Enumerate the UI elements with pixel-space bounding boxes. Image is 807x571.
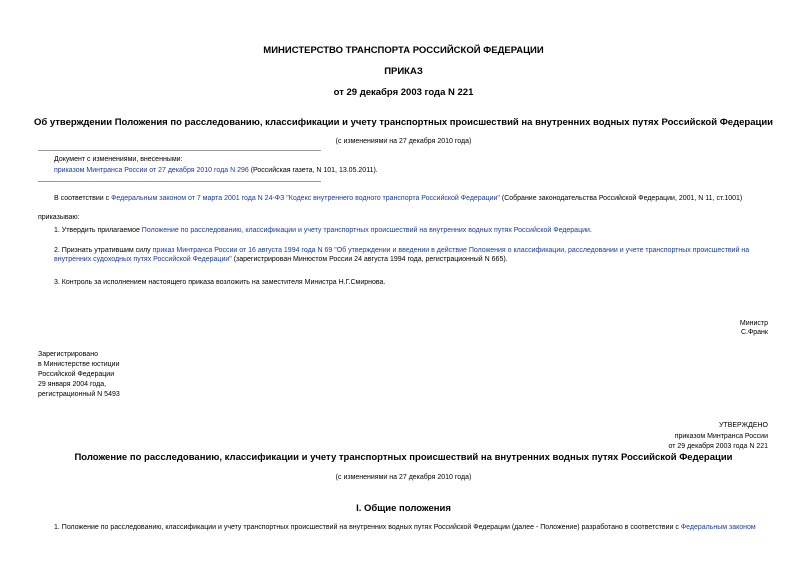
federal-law-link-2[interactable]: Федеральным законом	[680, 524, 756, 531]
doc-type-heading: ПРИКАЗ	[384, 66, 423, 77]
registration-line-2: в Министерстве юстиции	[38, 361, 120, 368]
approval-line-1: УТВЕРЖДЕНО	[718, 422, 768, 429]
regulation-amendments: (с изменениями на 27 декабря 2010 года)	[335, 474, 472, 481]
change-note-tail: (Российская газета, N 101, 13.05.2011).	[248, 167, 378, 174]
paragraph-1: 1. Положение по расследованию, классификации и учету транспортных происшествий на внутренних водных путях Российской Федерации (далее - Положение) разработано в соответствии с Федеральным законом	[54, 524, 756, 531]
item-3: 3. Контроль за исполнением настоящего приказа возложить на заместителя Министра Н.Г.Смирнова.	[54, 279, 386, 286]
item-2: 2. Признать утратившим силу приказ Минтранса России от 16 августа 1994 года N 69 "Об утверждении и введении в действие Положения о классификации, расследовании и учете транспортных происшествий на внутренних судоходных путях Российской Федерации" (зарегистрирован Минюстом России 24 августа 1994 года, регистрационный N 665).	[54, 247, 750, 263]
section-heading: I. Общие положения	[356, 503, 451, 514]
signature-position: Министр	[739, 320, 768, 327]
signature-name: С.Франк	[740, 329, 768, 336]
approval-line-2: приказом Минтранса России	[674, 433, 768, 440]
registration-line-1: Зарегистрировано	[38, 351, 98, 358]
change-note	[54, 166, 378, 175]
change-order-link[interactable]: приказом Минтранса России от 27 декабря 2010 года N 296	[54, 167, 249, 174]
order-word: приказываю:	[38, 214, 80, 221]
amendments-note: (с изменениями на 27 декабря 2010 года)	[335, 138, 472, 145]
change-note-label: Документ с изменениями, внесенными:	[54, 156, 183, 163]
approval-line-3: от 29 декабря 2003 года N 221	[668, 443, 768, 450]
preamble-paragraph	[54, 194, 784, 203]
preamble-before: В соответствии с	[54, 195, 112, 202]
preamble-after: (Собрание законодательства Российской Федерации, 2001, N 11, ст.1001)	[499, 195, 743, 202]
item-1: 1. Утвердить прилагаемое Положение по расследованию, классификации и учету транспортных происшествий на внутренних водных путях Российской Федерации.	[54, 227, 592, 234]
revoked-order-link[interactable]: приказ Минтранса России от 16 августа 1994 года N 69	[152, 247, 333, 254]
divider-bottom	[38, 181, 321, 182]
water-transport-code-link[interactable]: "Кодекс внутреннего водного транспорта Российской Федерации"	[286, 195, 500, 202]
date-number-heading: от 29 декабря 2003 года N 221	[333, 87, 474, 98]
registration-line-4: 29 января 2004 года,	[38, 381, 107, 388]
registration-line-5: регистрационный N 5493	[38, 391, 120, 398]
document-title: Об утверждении Положения по расследованию, классификации и учету транспортных происшествий на внутренних водных путях Российской Федерации	[33, 117, 774, 128]
ministry-heading: МИНИСТЕРСТВО ТРАНСПОРТА РОССИЙСКОЙ ФЕДЕРАЦИИ	[263, 45, 544, 56]
divider-top	[38, 150, 321, 151]
registration-line-3: Российской Федерации	[38, 371, 115, 378]
revoked-order-title-link[interactable]: "Об утверждении и введении в действие Положения о классификации, расследовании и учете транспортных происшествий на внутренних судоходных путях Российской Федерации"	[54, 247, 750, 263]
regulation-link[interactable]: Положение по расследованию, классификации и учету транспортных происшествий на внутренних водных путях Российской Федерации	[141, 227, 590, 234]
federal-law-link[interactable]: Федеральным законом от 7 марта 2001 года N 24-ФЗ	[111, 195, 285, 202]
regulation-title: Положение по расследованию, классификации и учету транспортных происшествий на внутренних водных путях Российской Федерации	[74, 452, 733, 463]
